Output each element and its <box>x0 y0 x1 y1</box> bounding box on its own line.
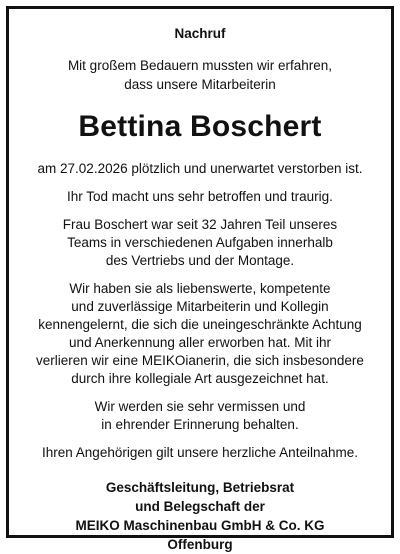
intro-line: dass unsere Mitarbeiterin <box>124 77 276 93</box>
paragraph-line: durch ihre kollegiale Art ausgezeichnet hat. <box>71 371 329 387</box>
paragraph-line: Ihr Tod macht uns sehr betroffen und traurig. <box>67 189 333 205</box>
death-date-paragraph <box>12 160 388 178</box>
intro-text <box>12 56 388 94</box>
paragraph-line: und zuverlässige Mitarbeiterin und Kollegin <box>71 299 329 315</box>
signature-block <box>12 478 388 554</box>
intro-line: Mit großem Bedauern mussten wir erfahren, <box>67 58 333 74</box>
notice-content <box>12 8 388 553</box>
signature-line: und Belegschaft der <box>135 499 265 515</box>
signature-line: MEIKO Maschinenbau GmbH & Co. KG <box>75 518 325 534</box>
paragraph-line: Wir werden sie sehr vermissen und <box>94 399 306 415</box>
paragraph-line: in ehrender Erinnerung behalten. <box>101 417 299 433</box>
paragraph-line: Ihren Angehörigen gilt unsere herzliche Anteilnahme. <box>42 445 358 461</box>
signature-line: Offenburg <box>167 537 233 553</box>
paragraph-line: kennengelernt, die sich die uneingeschränkte Achtung <box>38 317 362 333</box>
deceased-name: Bettina Boschert <box>78 110 322 144</box>
career-paragraph <box>12 216 388 270</box>
condolence-paragraph <box>12 444 388 462</box>
tribute-paragraph <box>12 280 388 388</box>
paragraph-line: Frau Boschert war seit 32 Jahren Teil unseres <box>62 217 338 233</box>
paragraph-line: am 27.02.2026 plötzlich und unerwartet verstorben ist. <box>37 161 363 177</box>
paragraph-line: Wir haben sie als liebenswerte, kompetente <box>69 281 331 297</box>
notice-heading: Nachruf <box>174 26 226 41</box>
remembrance-paragraph <box>12 398 388 434</box>
paragraph-line: und Anerkennung aller erworben hat. Mit ihr <box>69 335 331 351</box>
paragraph-line: Teams in verschiedenen Aufgaben innerhalb <box>67 235 333 251</box>
paragraph-line: des Vertriebs und der Montage. <box>105 253 295 269</box>
signature-line: Geschäftsleitung, Betriebsrat <box>105 480 295 496</box>
paragraph-line: verlieren wir eine MEIKOianerin, die sich insbesondere <box>36 353 364 369</box>
sorrow-paragraph <box>12 188 388 206</box>
